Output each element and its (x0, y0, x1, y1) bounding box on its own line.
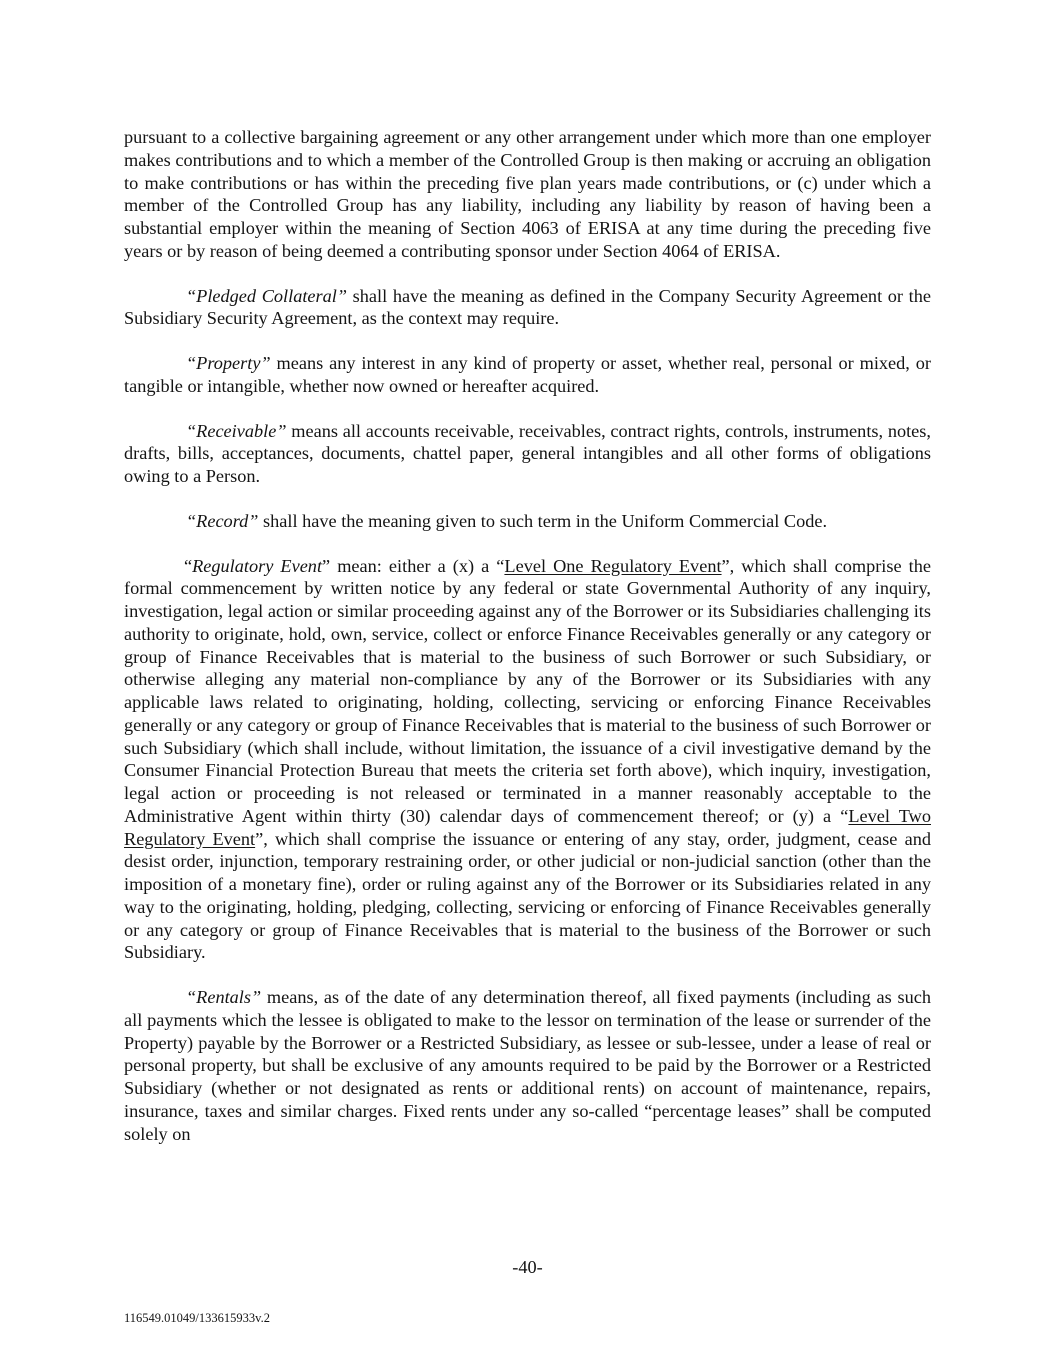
paragraph-text: pursuant to a collective bargaining agreement or any other arrangement under which more than one employer makes contributions and to which a member of the Controlled Group is then making or accruing an obligation to make contributions or has within the preceding five plan years made contributions, or (c) under which a member of the Controlled Group has any liability, including any liability by reason of having been a substantial employer within the meaning of Section 4063 of ERISA at any time during the preceding five years or by reason of being deemed a contributing sponsor under Section 4064 of ERISA. (124, 127, 931, 261)
defined-term: “Rentals” (186, 987, 262, 1007)
defined-term: “Pledged Collateral” (186, 285, 348, 306)
definition-record (124, 510, 931, 533)
definition-rentals (124, 986, 931, 1145)
document-body (124, 126, 931, 1167)
definition-receivable (124, 420, 931, 488)
definition-regulatory-event (124, 555, 931, 965)
definition-text: means all accounts receivable, receivables, contract rights, controls, instruments, notes, drafts, bills, acceptances, documents, chattel paper, general intangibles and all other forms of obligations owing to a Person. (124, 420, 931, 486)
definition-pledged-collateral (124, 285, 931, 331)
page-number: -40- (512, 1257, 543, 1277)
open-quote: “ (184, 555, 193, 576)
definition-text: shall have the meaning as defined in the Company Security Agreement or the Subsidiary Security Agreement, as the context may require. (124, 285, 931, 329)
document-id: 116549.01049/133615933v.2 (124, 1311, 270, 1325)
defined-term: Regulatory Event (192, 555, 323, 576)
definition-property (124, 352, 931, 398)
paragraph-continuation (124, 126, 931, 263)
defined-term: “Receivable” (186, 420, 287, 441)
level-two-term: Level Two Regulatory Event (124, 805, 931, 849)
definition-text: ” mean: either a (x) a “ (322, 555, 505, 576)
definition-text: ”, which shall comprise the formal commencement by written notice by any federal or state Governmental Authority of any inquiry, investigation, legal action or similar proceeding against any of the Borrower or its Subsidiaries challenging its authority to originate, hold, own, service, collect or enforce Finance Receivables generally or any category or group of Finance Receivables that is material to the business of such Borrower or such Subsidiary, or otherwise alleging any material non-compliance by any of the Borrower or its Subsidiaries with any applicable laws related to originating, holding, collecting, servicing or enforcing Finance Receivables generally or any category or group of Finance Receivables that is material to the business of such Borrower or such Subsidiary (which shall include, without limitation, the issuance of a civil investigative demand by the Consumer Financial Protection Bureau that meets the criteria set forth above), which inquiry, investigation, legal action or proceeding is not released or terminated in a manner reasonably acceptable to the Administrative Agent within thirty (30) calendar days of commencement thereof; or (y) a “ (124, 555, 932, 826)
definition-text: ”, which shall comprise the issuance or entering of any stay, order, judgment, cease and desist order, injunction, temporary restraining order, or other judicial or non-judicial sanction (other than the imposition of a monetary fine), order or ruling against any of the Borrower or its Subsidiaries related in any way to the originating, holding, pledging, collecting, servicing or enforcing of Finance Receivables generally or any category or group of Finance Receivables that is material to the business of the Borrower or such Subsidiary. (124, 828, 931, 963)
level-one-term: Level One Regulatory Event (504, 555, 722, 576)
definition-text: means, as of the date of any determination thereof, all fixed payments (including as such all payments which the lessee is obligated to make to the lessor on termination of the lease or surrender of the Property) payable by the Borrower or a Restricted Subsidiary, as lessee or sub-lessee, under a lease of real or personal property, but shall be exclusive of any amounts required to be paid by the Borrower or a Restricted Subsidiary (whether or not designated as rents or additional rents) on account of maintenance, repairs, insurance, taxes and similar charges. Fixed rents under any so-called “percentage leases” shall be computed solely on (124, 987, 931, 1144)
definition-text: means any interest in any kind of property or asset, whether real, personal or mixed, or tangible or intangible, whether now owned or hereafter acquired. (124, 353, 931, 396)
defined-term: “Record” (186, 510, 259, 531)
defined-term: “Property” (186, 353, 271, 373)
definition-text: shall have the meaning given to such term in the Uniform Commercial Code. (258, 510, 828, 531)
